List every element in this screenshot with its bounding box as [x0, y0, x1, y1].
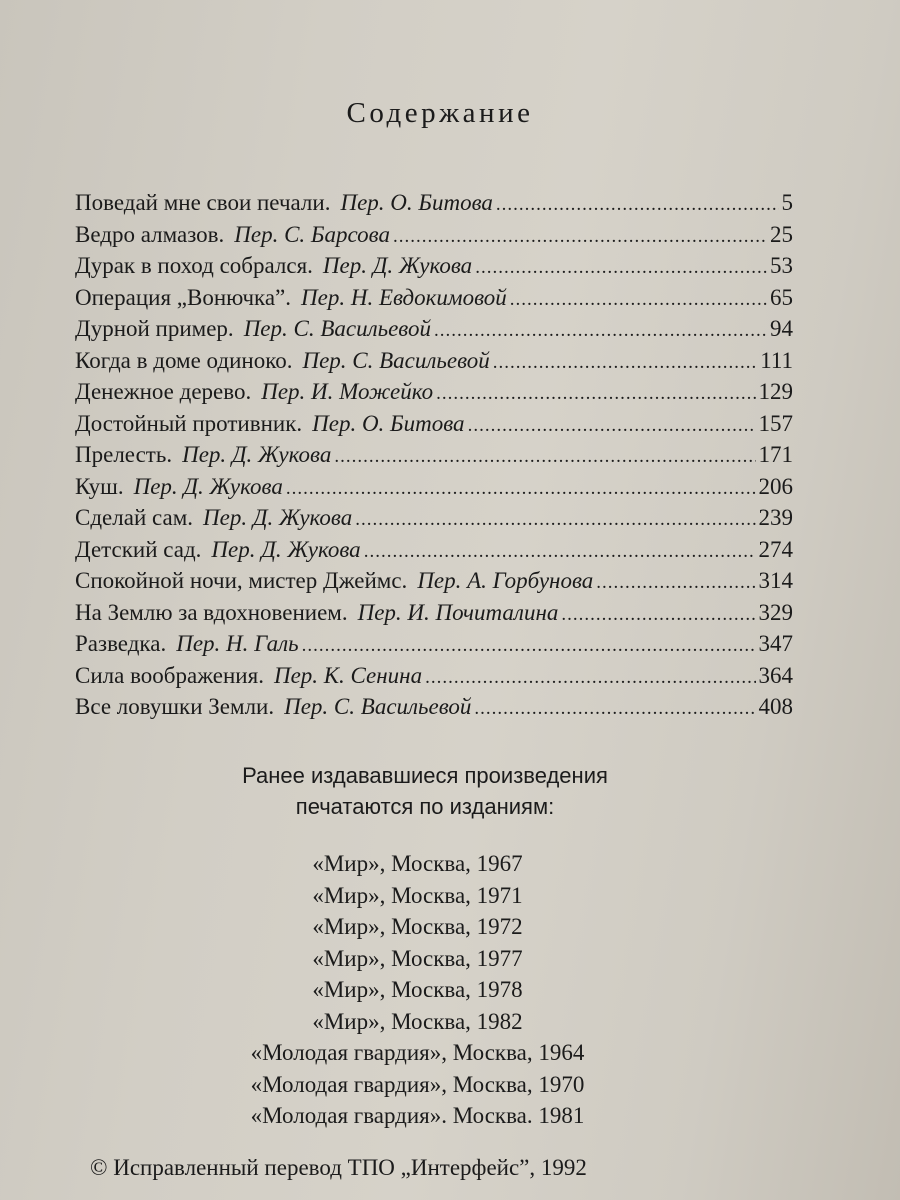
page-number: 53: [770, 253, 793, 278]
translator-credit: Пер. Д. Жукова: [182, 442, 332, 467]
source-edition: «Мир», Москва, 1978: [312, 977, 523, 1002]
toc-entry: [75, 631, 793, 663]
dot-leader: [493, 352, 757, 374]
dot-leader: [393, 226, 767, 248]
dot-leader: [425, 667, 755, 689]
source-edition: «Молодая гвардия», Москва, 1970: [250, 1071, 585, 1097]
toc-entry: [75, 411, 793, 443]
dot-leader: [510, 289, 767, 311]
source-edition: «Мир», Москва, 1972: [312, 914, 523, 939]
page-number: 408: [758, 694, 793, 719]
page-number: 314: [758, 568, 793, 593]
story-title: Поведай мне свои печали.: [75, 190, 331, 215]
translator-credit: Пер. Н. Евдокимовой: [301, 284, 507, 310]
toc-entry: [75, 348, 793, 380]
dot-leader: [596, 572, 755, 594]
sources-heading-line: печатаются по изданиям:: [295, 794, 555, 819]
dot-leader: [286, 478, 756, 500]
toc-entry: [75, 694, 793, 726]
translator-credit: Пер. И. Можейко: [261, 379, 434, 404]
translator-credit: Пер. Д. Жукова: [203, 505, 353, 530]
story-title: Детский сад.: [75, 536, 202, 562]
page-number: 94: [770, 316, 793, 341]
source-edition: «Мир», Москва, 1971: [312, 882, 523, 908]
story-title: Спокойной ночи, мистер Джеймс.: [75, 568, 408, 593]
sources-list: [0, 848, 835, 1132]
page-number: 5: [781, 190, 793, 215]
page-number: 65: [770, 284, 793, 310]
dot-leader: [474, 698, 755, 720]
dot-leader: [468, 415, 756, 437]
toc-entry: [75, 379, 793, 411]
story-title: Разведка.: [75, 631, 167, 656]
translator-credit: Пер. С. Васильевой: [243, 316, 431, 341]
translator-credit: Пер. С. Барсова: [234, 221, 390, 247]
page-number: 171: [758, 442, 793, 467]
translator-credit: Пер. Д. Жукова: [322, 253, 473, 278]
dot-leader: [436, 383, 755, 405]
dot-leader: [355, 509, 755, 531]
story-title: На Землю за вдохновением.: [75, 599, 348, 625]
table-of-contents: [75, 190, 793, 726]
page-number: 329: [758, 599, 793, 625]
translator-credit: Пер. С. Васильевой: [302, 347, 490, 373]
toc-entry: [75, 190, 793, 222]
toc-entry: [75, 505, 793, 537]
story-title: Достойный противник.: [75, 410, 303, 436]
translator-credit: Пер. Д. Жукова: [211, 536, 361, 562]
toc-entry: [75, 474, 793, 506]
page-number: 157: [758, 410, 793, 436]
dot-leader: [434, 320, 767, 342]
translator-credit: Пер. И. Почиталина: [357, 599, 559, 625]
sources-heading: [0, 760, 850, 822]
story-title: Все ловушки Земли.: [75, 694, 275, 719]
source-edition: «Мир», Москва, 1982: [312, 1008, 523, 1034]
dot-leader: [364, 541, 756, 563]
page-number: 25: [770, 221, 793, 247]
toc-entry: [75, 316, 793, 348]
story-title: Когда в доме одиноко.: [75, 347, 293, 373]
toc-entry: [75, 663, 793, 695]
toc-entry: [75, 442, 793, 474]
page-number: 129: [758, 379, 793, 404]
translator-credit: Пер. С. Васильевой: [284, 694, 472, 719]
translator-credit: Пер. А. Горбунова: [417, 568, 594, 593]
translator-credit: Пер. Н. Галь: [176, 631, 299, 656]
toc-entry: [75, 568, 793, 600]
translator-credit: Пер. О. Битова: [340, 190, 493, 215]
page-number: 111: [760, 347, 793, 373]
translator-credit: Пер. О. Битова: [312, 410, 465, 436]
page-title: Содержание: [346, 97, 534, 129]
dot-leader: [475, 257, 767, 279]
toc-entry: [75, 222, 793, 254]
toc-entry: [75, 600, 793, 632]
story-title: Операция „Вонючка”.: [75, 284, 292, 310]
translator-credit: Пер. К. Сенина: [273, 662, 423, 688]
dot-leader: [302, 635, 756, 657]
page-number: 347: [758, 631, 793, 656]
page-number: 239: [758, 505, 793, 530]
story-title: Куш.: [75, 473, 124, 499]
copyright-notice: © Исправленный перевод ТПО „Интерфейс”, 1992: [90, 1155, 587, 1180]
toc-entry: [75, 285, 793, 317]
source-edition: «Мир», Москва, 1977: [312, 945, 523, 971]
story-title: Ведро алмазов.: [75, 221, 225, 247]
page-number: 364: [758, 662, 793, 688]
page-number: 206: [758, 473, 793, 499]
source-edition: «Молодая гвардия». Москва. 1981: [250, 1103, 585, 1128]
story-title: Дурной пример.: [75, 316, 234, 341]
dot-leader: [561, 604, 755, 626]
page-number: 274: [758, 536, 793, 562]
story-title: Сила воображения.: [75, 662, 264, 688]
story-title: Денежное дерево.: [75, 379, 252, 404]
dot-leader: [496, 194, 779, 216]
story-title: Сделай сам.: [75, 505, 193, 530]
source-edition: «Мир», Москва, 1967: [312, 851, 523, 876]
toc-entry: [75, 537, 793, 569]
dot-leader: [334, 446, 755, 468]
story-title: Дурак в поход собрался.: [75, 253, 313, 278]
story-title: Прелесть.: [75, 442, 173, 467]
source-edition: «Молодая гвардия», Москва, 1964: [250, 1040, 585, 1065]
sources-heading-line: Ранее издававшиеся произведения: [242, 763, 608, 788]
translator-credit: Пер. Д. Жукова: [133, 473, 283, 499]
toc-entry: [75, 253, 793, 285]
